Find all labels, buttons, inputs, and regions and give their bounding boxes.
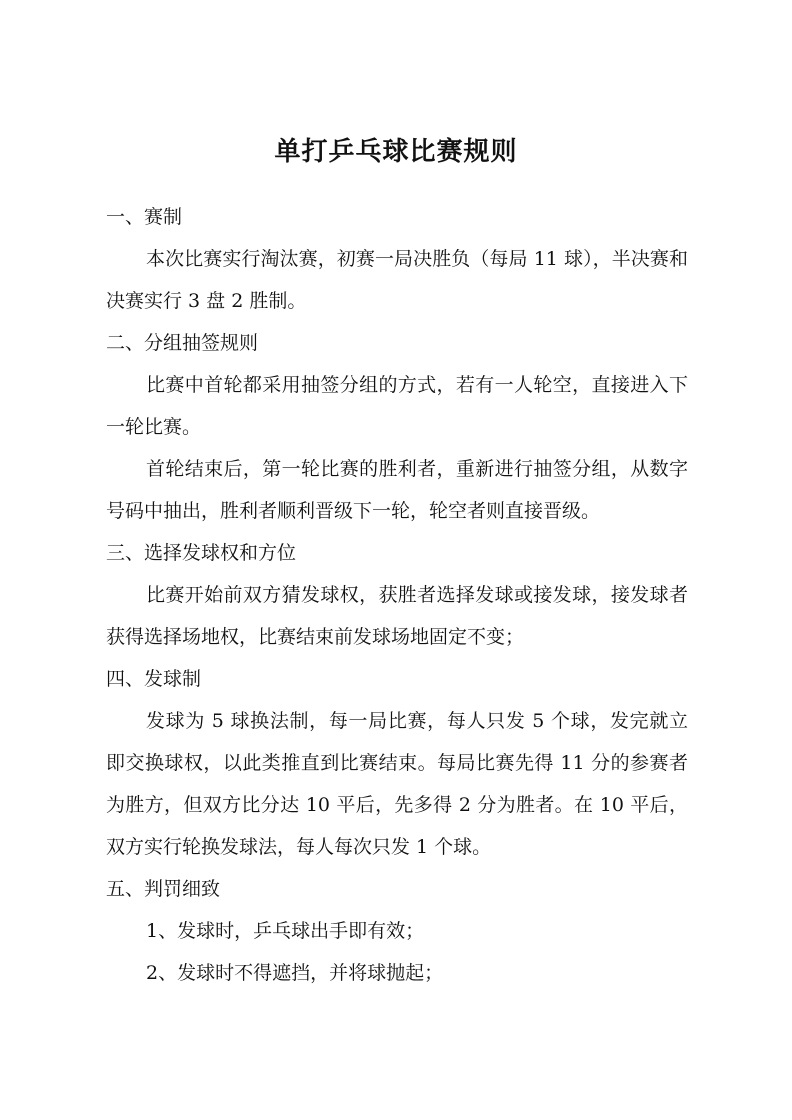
section-heading-format: 一、赛制 [106, 206, 183, 228]
section-heading-grouping: 二、分组抽签规则 [106, 332, 259, 354]
grouping-paragraph-2: 首轮结束后，第一轮比赛的胜利者，重新进行抽签分组，从数字号码中抽出，胜利者顺利晋级下一轮，轮空者则直接晋级。 [106, 458, 688, 522]
document-body [106, 196, 688, 994]
serve-system-paragraph: 发球为 5 球换法制，每一局比赛，每人只发 5 个球，发完就立即交换球权，以此类推直到比赛结束。每局比赛先得 11 分的参赛者为胜方，但双方比分达 10 平后，先多得 2 分为胜者。在 10 平后，双方实行轮换发球法，每人每次只发 1 个球。 [106, 710, 688, 858]
section-heading-serve-choice: 三、选择发球权和方位 [106, 542, 297, 564]
document-title: 单打乒乓球比赛规则 [274, 137, 518, 167]
serve-choice-paragraph: 比赛开始前双方猜发球权，获胜者选择发球或接发球，接发球者获得选择场地权，比赛结束前发球场地固定不变； [106, 584, 688, 648]
penalty-item-2: 2、发球时不得遮挡，并将球抛起； [146, 962, 444, 984]
penalty-item-1: 1、发球时，乒乓球出手即有效； [146, 920, 425, 942]
grouping-paragraph-1: 比赛中首轮都采用抽签分组的方式，若有一人轮空，直接进入下一轮比赛。 [106, 374, 688, 438]
format-paragraph: 本次比赛实行淘汰赛，初赛一局决胜负（每局 11 球），半决赛和决赛实行 3 盘 2 胜制。 [106, 248, 688, 312]
section-heading-penalties: 五、判罚细致 [106, 878, 221, 900]
section-heading-serve-system: 四、发球制 [106, 668, 202, 690]
